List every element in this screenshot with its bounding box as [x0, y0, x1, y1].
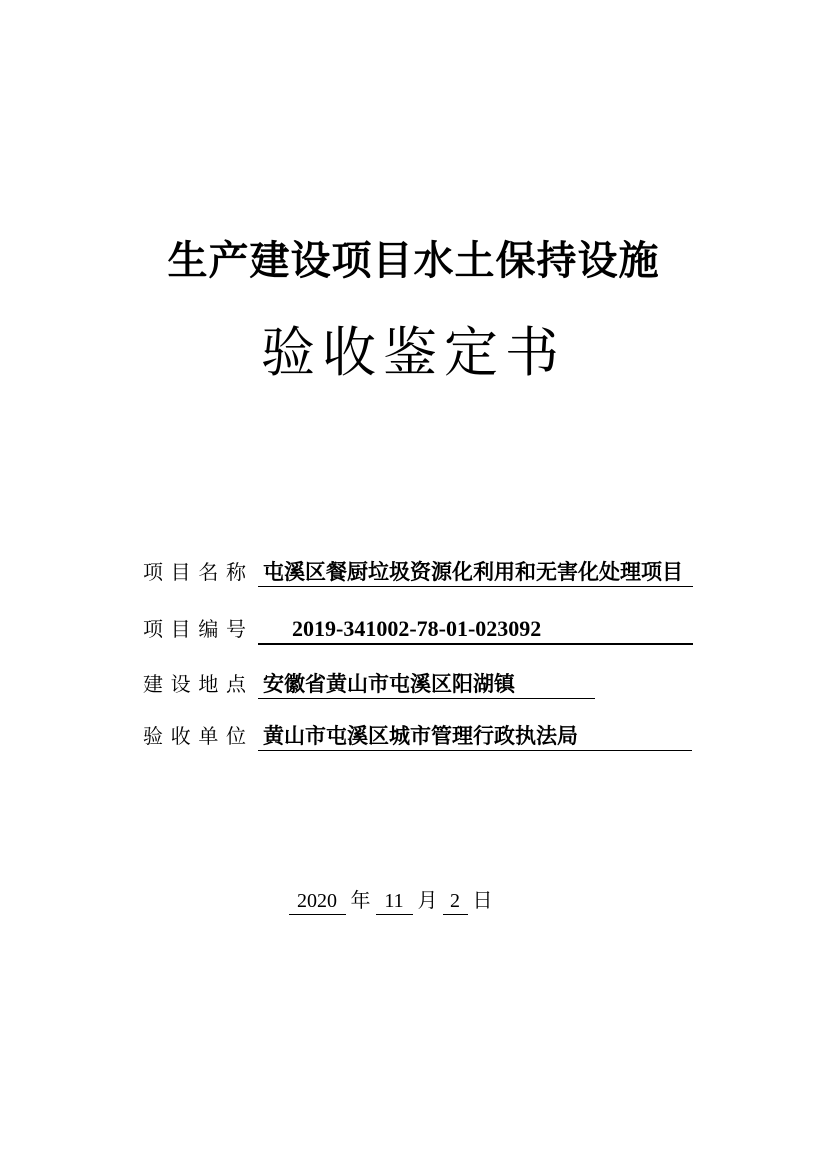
- date-year-value: 2020: [289, 889, 346, 915]
- document-title-line1: 生产建设项目水土保持设施: [167, 239, 660, 283]
- date-day-unit: 日: [472, 890, 493, 912]
- field-row-construction-location: [143, 673, 703, 698]
- date-day-value: 2: [443, 889, 468, 915]
- project-name-label: 项目名称: [143, 562, 246, 584]
- field-row-acceptance-authority: [143, 725, 703, 750]
- field-block: [143, 561, 703, 781]
- construction-location-label: 建设地点: [143, 674, 246, 696]
- field-row-project-number: [143, 617, 703, 642]
- date-year-unit: 年: [350, 890, 371, 912]
- field-row-project-name: [143, 561, 703, 586]
- project-number-value: 2019-341002-78-01-023092: [258, 617, 693, 645]
- document-title-line2: 验收鉴定书: [261, 323, 566, 383]
- acceptance-authority-value: 黄山市屯溪区城市管理行政执法局: [258, 725, 692, 751]
- project-name-value: 屯溪区餐厨垃圾资源化利用和无害化处理项目: [258, 561, 693, 587]
- date-month-value: 11: [376, 889, 413, 915]
- project-number-label: 项目编号: [143, 619, 246, 641]
- date-line: [0, 889, 827, 915]
- date-month-unit: 月: [417, 890, 438, 912]
- acceptance-authority-label: 验收单位: [143, 726, 246, 748]
- construction-location-value: 安徽省黄山市屯溪区阳湖镇: [258, 673, 595, 699]
